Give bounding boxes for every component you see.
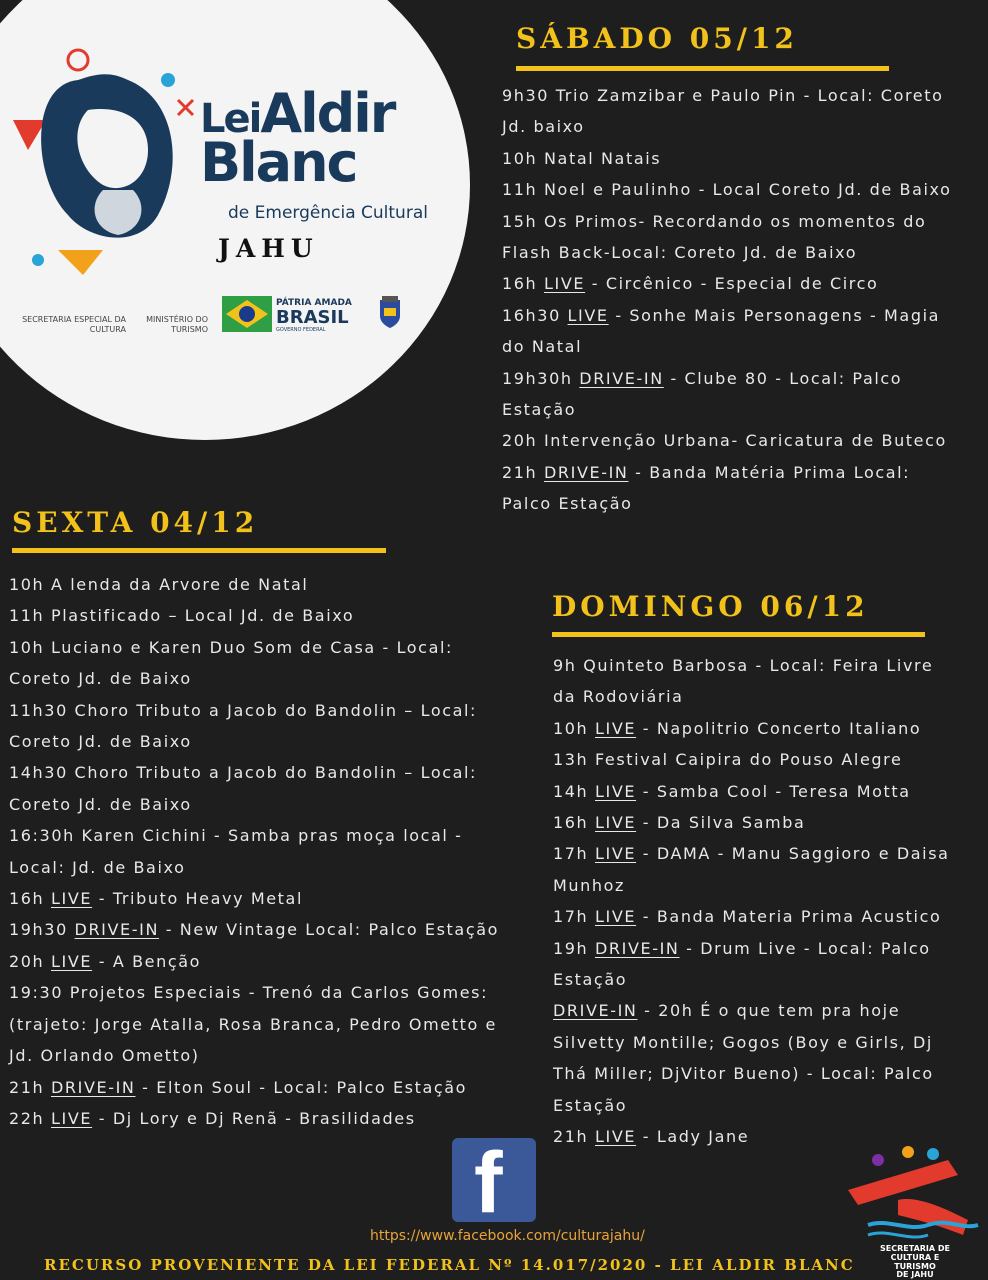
item-text: 20h: [9, 951, 51, 971]
sexta-item: [9, 1009, 499, 1040]
sabado-rule: [516, 66, 889, 71]
item-text-cont: - Drum Live - Local: Palco: [679, 938, 931, 958]
domingo-item: [553, 1090, 950, 1121]
event-type-tag: LIVE: [595, 718, 637, 738]
item-text-cont: - Lady Jane: [636, 1127, 750, 1147]
event-type-tag: LIVE: [567, 305, 609, 325]
domingo-rule: [552, 632, 925, 637]
item-text-cont: - Napolitrio Concerto Italiano: [636, 718, 922, 738]
event-type-tag: LIVE: [544, 274, 586, 294]
domingo-item: [553, 650, 950, 681]
sabado-item: [502, 363, 952, 394]
item-text: 20h Intervenção Urbana- Caricatura de Buteco: [502, 431, 947, 451]
item-text: Jd. Orlando Ometto): [9, 1046, 200, 1066]
culture-logo-text: [870, 1245, 960, 1280]
sexta-item: [9, 663, 499, 694]
item-text-cont: - Samba Cool - Teresa Motta: [636, 781, 911, 801]
item-text: 21h: [9, 1077, 51, 1097]
item-text: 16h: [9, 889, 51, 909]
item-text: Local: Jd. de Baixo: [9, 857, 186, 877]
event-type-tag: LIVE: [595, 813, 637, 833]
item-text: Silvetty Montille; Gogos (Boy e Girls, Dj: [553, 1032, 933, 1052]
event-type-tag: LIVE: [51, 1108, 93, 1128]
item-text: Palco Estação: [502, 494, 633, 514]
sexta-item: [9, 726, 499, 757]
item-text: Estação: [502, 400, 577, 420]
event-type-tag: LIVE: [595, 1127, 637, 1147]
event-type-tag: LIVE: [51, 951, 93, 971]
domingo-item: [553, 1027, 950, 1058]
portrait-illustration-icon: [8, 40, 198, 290]
sexta-item: [9, 695, 499, 726]
sexta-item: [9, 820, 499, 851]
sexta-item: [9, 1103, 499, 1134]
event-type-tag: DRIVE-IN: [595, 938, 680, 958]
event-type-tag: DRIVE-IN: [544, 462, 629, 482]
item-text-cont: - Elton Soul - Local: Palco Estação: [135, 1077, 468, 1097]
sexta-item: [9, 914, 499, 945]
item-text: 19h: [553, 938, 595, 958]
item-text: Munhoz: [553, 875, 626, 895]
sexta-rule: [12, 548, 386, 553]
event-type-tag: LIVE: [51, 889, 93, 909]
item-text: 10h Natal Natais: [502, 148, 662, 168]
sabado-item: [502, 174, 952, 205]
item-text-cont: - Da Silva Samba: [636, 813, 806, 833]
item-text: 10h Luciano e Karen Duo Som de Casa - Local:: [9, 637, 454, 657]
sabado-item: [502, 80, 952, 111]
item-text: 16h30: [502, 305, 568, 325]
item-text: da Rodoviária: [553, 687, 684, 707]
item-text: Coreto Jd. de Baixo: [9, 669, 192, 689]
sabado-item: [502, 143, 952, 174]
item-text: 21h: [502, 462, 544, 482]
sabado-item: [502, 300, 952, 331]
item-text-cont: - DAMA - Manu Saggioro e Daisa: [636, 844, 950, 864]
sabado-schedule: [502, 80, 952, 520]
sexta-item: [9, 946, 499, 977]
item-text: Thá Miller; DjVitor Bueno) - Local: Palco: [553, 1064, 934, 1084]
item-text: 19:30 Projetos Especiais - Trenó da Carlos Gomes:: [9, 983, 489, 1003]
brasil-word: BRASIL: [276, 307, 349, 328]
sexta-item: [9, 632, 499, 663]
event-type-tag: LIVE: [595, 781, 637, 801]
logo-aldir: Aldir: [260, 82, 395, 145]
sponsor-ministerio: MINISTÉRIO DO TURISMO: [146, 315, 208, 334]
event-type-tag: DRIVE-IN: [553, 1001, 638, 1021]
item-text: 9h Quinteto Barbosa - Local: Feira Livre: [553, 656, 934, 675]
sexta-item: [9, 1040, 499, 1071]
domingo-schedule: [553, 650, 950, 1153]
sexta-item: [9, 600, 499, 631]
culture-logo-l2: CULTURA E TURISMO: [890, 1252, 940, 1271]
brasil-flag-icon: [222, 296, 272, 332]
item-text: 17h: [553, 844, 595, 864]
item-text: 22h: [9, 1108, 51, 1128]
city-crest-icon: [372, 294, 408, 330]
domingo-item: [553, 713, 950, 744]
sexta-item: [9, 977, 499, 1008]
logo-blanc: Blanc: [200, 130, 357, 194]
item-text-cont: - Dj Lory e Dj Renã - Brasilidades: [92, 1108, 416, 1128]
item-text-cont: - Circênico - Especial de Circo: [585, 274, 879, 294]
logo-title: [200, 82, 395, 194]
item-text: 14h30 Choro Tributo a Jacob do Bandolin – Local:: [9, 763, 478, 783]
item-text: 14h: [553, 781, 595, 801]
brasil-patria: PÁTRIA AMADA: [276, 298, 352, 308]
domingo-item: [553, 870, 950, 901]
item-text-cont: - A Benção: [92, 951, 202, 971]
item-text: do Natal: [502, 337, 583, 357]
sexta-item: [9, 757, 499, 788]
domingo-item: [553, 933, 950, 964]
facebook-url-link[interactable]: https://www.facebook.com/culturajahu/: [370, 1228, 645, 1244]
item-text: 11h Plastificado – Local Jd. de Baixo: [9, 606, 355, 626]
item-text: 19h30: [9, 920, 75, 940]
sexta-item: [9, 852, 499, 883]
item-text: Coreto Jd. de Baixo: [9, 794, 192, 814]
sabado-item: [502, 206, 952, 237]
item-text: Flash Back-Local: Coreto Jd. de Baixo: [502, 243, 858, 263]
logo-subtitle: de Emergência Cultural: [228, 203, 428, 223]
item-text: 10h A lenda da Arvore de Natal: [9, 575, 309, 594]
item-text-cont: - Sonhe Mais Personagens - Magia: [608, 305, 941, 325]
item-text: 11h30 Choro Tributo a Jacob do Bandolin – Local:: [9, 700, 478, 720]
sabado-item: [502, 111, 952, 142]
event-type-tag: DRIVE-IN: [74, 920, 160, 940]
sexta-item: [9, 569, 499, 600]
domingo-item: [553, 807, 950, 838]
item-text-cont: - Tributo Heavy Metal: [92, 889, 304, 909]
item-text: 16h: [553, 813, 595, 833]
domingo-item: [553, 964, 950, 995]
item-text: 16:30h Karen Cichini - Samba pras moça local -: [9, 826, 463, 846]
item-text-cont: - 20h É o que tem pra hoje: [637, 1001, 901, 1021]
culture-tourism-logo-icon: [838, 1140, 984, 1250]
domingo-item: [553, 681, 950, 712]
item-text: 21h: [553, 1127, 595, 1147]
event-type-tag: LIVE: [595, 907, 637, 927]
item-text: Coreto Jd. de Baixo: [9, 732, 192, 752]
domingo-item: [553, 838, 950, 869]
sabado-item: [502, 488, 952, 519]
item-text: 15h Os Primos- Recordando os momentos do: [502, 211, 927, 231]
logo-city: JAHU: [218, 234, 319, 263]
item-text-cont: - Banda Matéria Prima Local:: [628, 462, 911, 482]
sabado-item: [502, 331, 952, 362]
facebook-glyph: f: [474, 1135, 503, 1231]
sabado-item: [502, 394, 952, 425]
event-type-tag: DRIVE-IN: [51, 1077, 136, 1097]
sexta-schedule: [9, 569, 499, 1134]
item-text: 19h30h: [502, 368, 580, 388]
sexta-heading: SEXTA 04/12: [12, 506, 259, 539]
footer-text: RECURSO PROVENIENTE DA LEI FEDERAL Nº 14.017/2020 - LEI ALDIR BLANC: [44, 1256, 855, 1274]
item-text: Estação: [553, 970, 628, 990]
logo-lei: Lei: [200, 96, 261, 142]
sabado-item: [502, 457, 952, 488]
item-text: 10h: [553, 718, 595, 738]
item-text: 16h: [502, 274, 544, 294]
sabado-heading: SÁBADO 05/12: [516, 22, 798, 55]
item-text-cont: - Clube 80 - Local: Palco: [663, 368, 903, 388]
culture-logo-l1: SECRETARIA DE: [880, 1244, 950, 1253]
brasil-governo: GOVERNO FEDERAL: [276, 327, 326, 333]
sabado-item: [502, 425, 952, 456]
item-text: 17h: [553, 907, 595, 927]
sponsor-secretaria: SECRETARIA ESPECIAL DA CULTURA: [22, 315, 126, 334]
item-text: 11h Noel e Paulinho - Local Coreto Jd. de Baixo: [502, 180, 952, 200]
sexta-item: [9, 1072, 499, 1103]
domingo-item: [553, 776, 950, 807]
domingo-heading: DOMINGO 06/12: [552, 590, 869, 623]
sabado-item: [502, 268, 952, 299]
domingo-item: [553, 1058, 950, 1089]
sexta-item: [9, 789, 499, 820]
culture-logo-l3: DE JAHU: [896, 1270, 934, 1280]
sabado-item: [502, 237, 952, 268]
item-text: 13h Festival Caipira do Pouso Alegre: [553, 750, 903, 770]
event-type-tag: DRIVE-IN: [579, 368, 664, 388]
item-text-cont: - New Vintage Local: Palco Estação: [159, 920, 500, 940]
domingo-item: [553, 744, 950, 775]
event-type-tag: LIVE: [595, 844, 637, 864]
item-text: Jd. baixo: [502, 117, 585, 137]
item-text: (trajeto: Jorge Atalla, Rosa Branca, Pedro Ometto e: [9, 1014, 497, 1034]
sexta-item: [9, 883, 499, 914]
item-text-cont: - Banda Materia Prima Acustico: [636, 907, 942, 927]
domingo-item: [553, 901, 950, 932]
item-text: Estação: [553, 1095, 628, 1115]
domingo-item: [553, 995, 950, 1026]
item-text: 9h30 Trio Zamzibar e Paulo Pin - Local: Coreto: [502, 86, 944, 105]
